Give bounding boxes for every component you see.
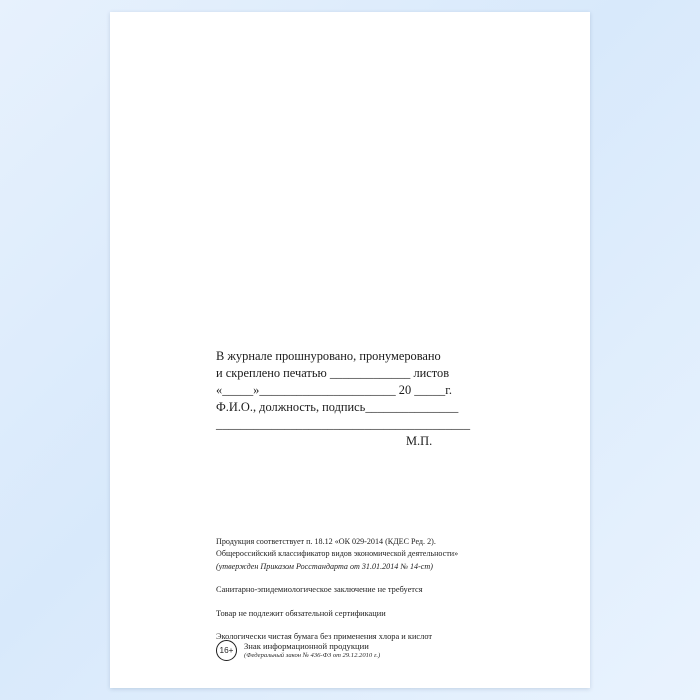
certification-line-4: Ф.И.О., должность, подпись_______________ <box>216 400 459 415</box>
eco-note: Экологически чистая бумага без применения хлора и кислот <box>216 632 433 642</box>
sanitary-note: Санитарно-эпидемиологическое заключение не требуется <box>216 584 423 594</box>
classifier-line-3: (утвержден Приказом Росстандарта от 31.01.2014 № 14-ст) <box>216 561 433 571</box>
certification-block <box>216 348 546 434</box>
certification-line-2: и скреплено печатью _____________ листов <box>216 366 450 381</box>
information-mark-caption: Знак информационной продукции <box>244 640 369 651</box>
stamp-place-label: М.П. <box>406 434 433 448</box>
classifier-line-2: Общероссийский классификатор видов экономической деятельности» <box>216 549 459 559</box>
certification-note: Товар не подлежит обязательной сертификации <box>216 608 386 618</box>
information-mark-row <box>216 640 380 661</box>
document-page <box>110 12 590 688</box>
certification-line-5: _________________________________________ <box>216 417 471 432</box>
information-mark-text <box>244 641 380 661</box>
classifier-line-1: Продукция соответствует п. 18.12 «ОК 029-2014 (КДЕС Ред. 2). <box>216 537 436 546</box>
age-rating-icon: 16+ <box>216 640 237 661</box>
information-mark-law: (Федеральный закон № 436-ФЗ от 29.12.2010 г.) <box>244 651 381 659</box>
page-content <box>110 12 590 688</box>
certification-line-1: В журнале прошнуровано, пронумеровано <box>216 349 441 363</box>
legal-notes-block <box>216 536 556 644</box>
certification-line-3: «_____»______________________ 20 _____г. <box>216 383 453 398</box>
